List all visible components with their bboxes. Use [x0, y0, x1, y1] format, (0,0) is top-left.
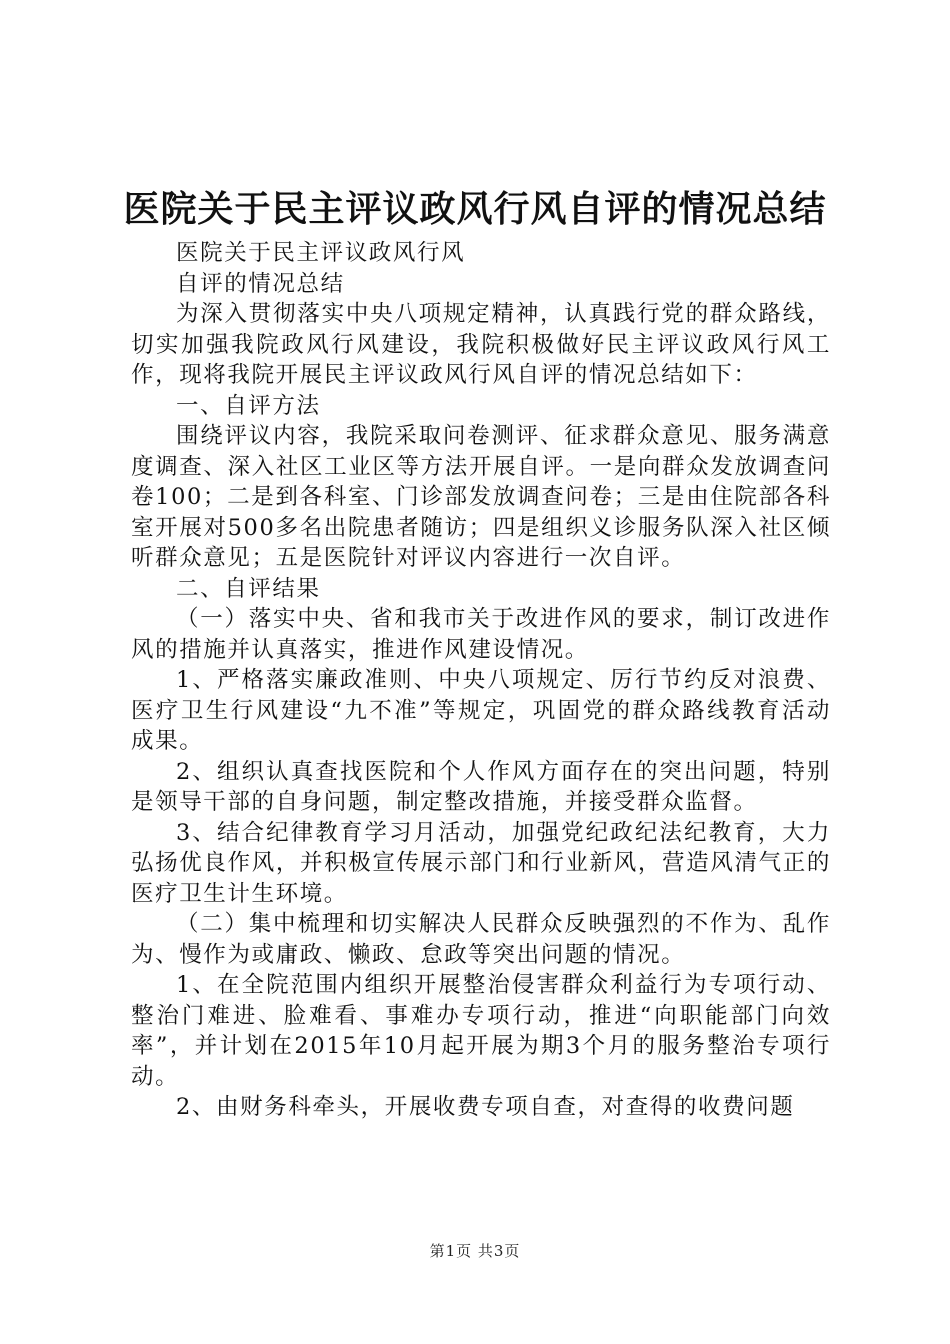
page-footer: 第1页 共3页: [429, 1242, 521, 1260]
document-title: 医院关于民主评议政风行风自评的情况总结: [123, 188, 827, 230]
paragraph-item-1-1: 1、严格落实廉政准则、中央八项规定、厉行节约反对浪费、医疗卫生行风建设“九不准”等规定，巩固党的群众路线教育活动成果。: [131, 667, 831, 754]
paragraph-intro: 为深入贯彻落实中央八项规定精神，认真践行党的群众路线，切实加强我院政风行风建设，我院积极做好民主评议政风行风工作，现将我院开展民主评议政风行风自评的情况总结如下：: [131, 301, 831, 388]
section-heading-results: 二、自评结果: [176, 575, 321, 602]
paragraph-item-2-2: 2、由财务科牵头，开展收费专项自查，对查得的收费问题: [176, 1094, 795, 1120]
document-body: [131, 238, 831, 1123]
subsection-heading-1: （一）落实中央、省和我市关于改进作风的要求，制订改进作风的措施并认真落实，推进作风建设情况。: [131, 606, 831, 663]
subsection-heading-2: （二）集中梳理和切实解决人民群众反映强烈的不作为、乱作为、慢作为或庸政、懒政、怠政等突出问题的情况。: [131, 911, 831, 968]
paragraph-subtitle-line-1: 医院关于民主评议政风行风: [176, 240, 466, 266]
paragraph-item-1-3: 3、结合纪律教育学习月活动，加强党纪政纪法纪教育，大力弘扬优良作风，并积极宣传展示部门和行业新风，营造风清气正的医疗卫生计生环境。: [131, 819, 831, 907]
paragraph-subtitle-line-2: 自评的情况总结: [176, 270, 345, 297]
section-heading-method: 一、自评方法: [176, 392, 321, 419]
paragraph-item-2-1: 1、在全院范围内组织开展整治侵害群众利益行为专项行动、整治门难进、脸难看、事难办专项行动，推进“向职能部门向效率”，并计划在2015年10月起开展为期3个月的服务整治专项行动。: [131, 972, 831, 1090]
paragraph-method: 围绕评议内容，我院采取问卷测评、征求群众意见、服务满意度调查、深入社区工业区等方法开展自评。一是向群众发放调查问卷100；二是到各科室、门诊部发放调查问卷；三是由住院部各科室开展对500多名出院患者随访；四是组织义诊服务队深入社区倾听群众意见；五是医院针对评议内容进行一次自评。: [131, 423, 831, 571]
paragraph-item-1-2: 2、组织认真查找医院和个人作风方面存在的突出问题，特别是领导干部的自身问题，制定整改措施，并接受群众监督。: [131, 758, 831, 815]
